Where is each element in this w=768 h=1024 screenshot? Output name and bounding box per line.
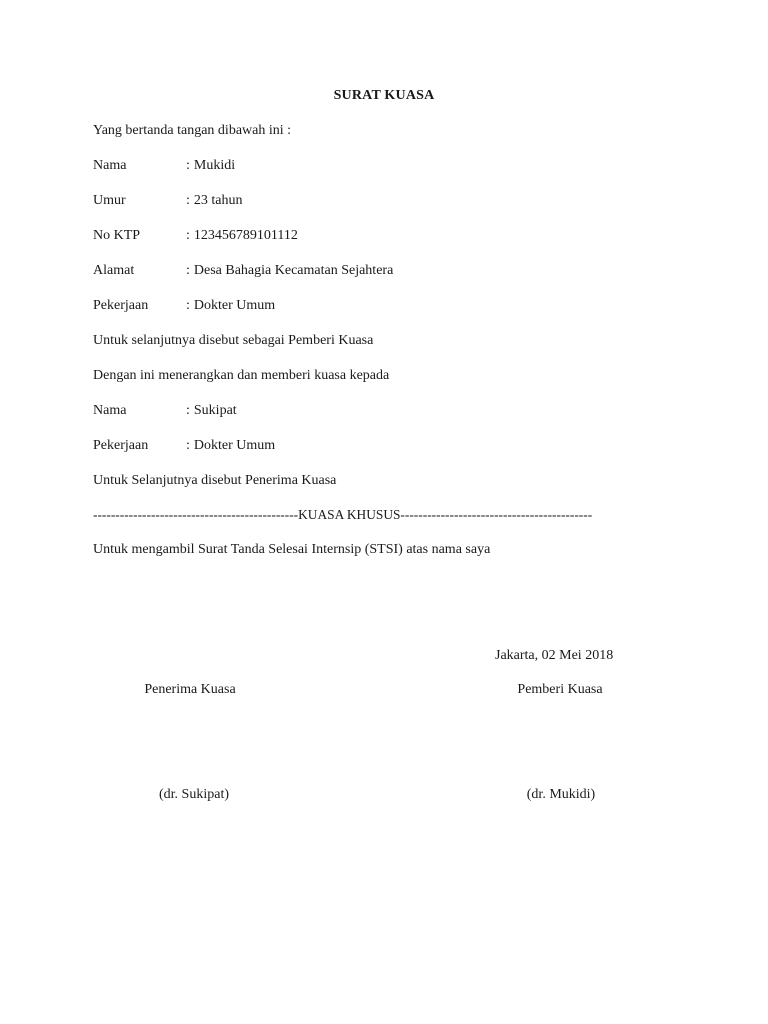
grantee-signature-name: (dr. Sukipat): [159, 787, 229, 802]
grantor-role-label: Pemberi Kuasa: [517, 682, 603, 697]
grant-statement: Dengan ini menerangkan dan memberi kuasa kepada: [93, 368, 390, 383]
grantor-ktp-label: No KTP: [93, 228, 141, 243]
grantor-address-row: [93, 262, 393, 280]
separator: :: [186, 263, 190, 278]
grantee-name-row: [93, 402, 237, 420]
place-date: Jakarta, 02 Mei 2018: [495, 648, 614, 663]
grantee-job-label: Pekerjaan: [93, 438, 149, 453]
document-title: SURAT KUASA: [333, 88, 435, 103]
grantor-age-row: [93, 192, 243, 210]
grantor-name-label: Nama: [93, 158, 127, 173]
grantee-role-label: Penerima Kuasa: [144, 682, 236, 697]
separator: :: [186, 438, 190, 453]
intro-text: Yang bertanda tangan dibawah ini :: [93, 123, 292, 138]
grantor-ktp-row: [93, 227, 298, 245]
separator: :: [186, 298, 190, 313]
separator: :: [186, 158, 190, 173]
grantor-job-label: Pekerjaan: [93, 298, 149, 313]
separator: :: [186, 228, 190, 243]
grantor-job-value: Dokter Umum: [193, 298, 276, 313]
separator: :: [186, 193, 190, 208]
grantor-name-row: [93, 157, 235, 175]
separator: :: [186, 403, 190, 418]
purpose-text: Untuk mengambil Surat Tanda Selesai Internsip (STSI) atas nama saya: [93, 542, 491, 557]
grantor-name-value: Mukidi: [193, 158, 236, 173]
grantor-signature-name: (dr. Mukidi): [526, 787, 596, 802]
grantor-statement: Untuk selanjutnya disebut sebagai Pemberi Kuasa: [93, 333, 374, 348]
special-power-divider: ----------------------------------------------KUASA KHUSUS-------------------------------------------: [93, 507, 593, 522]
grantor-age-value: 23 tahun: [193, 193, 243, 208]
grantee-job-value: Dokter Umum: [193, 438, 276, 453]
grantee-statement: Untuk Selanjutnya disebut Penerima Kuasa: [93, 473, 337, 488]
grantor-job-row: [93, 297, 275, 315]
grantee-name-value: Sukipat: [193, 403, 237, 418]
grantee-job-row: [93, 437, 275, 455]
grantor-age-label: Umur: [93, 193, 126, 208]
grantor-address-label: Alamat: [93, 263, 135, 278]
grantor-address-value: Desa Bahagia Kecamatan Sejahtera: [193, 263, 394, 278]
grantor-ktp-value: 123456789101112: [193, 228, 298, 243]
grantee-name-label: Nama: [93, 403, 127, 418]
